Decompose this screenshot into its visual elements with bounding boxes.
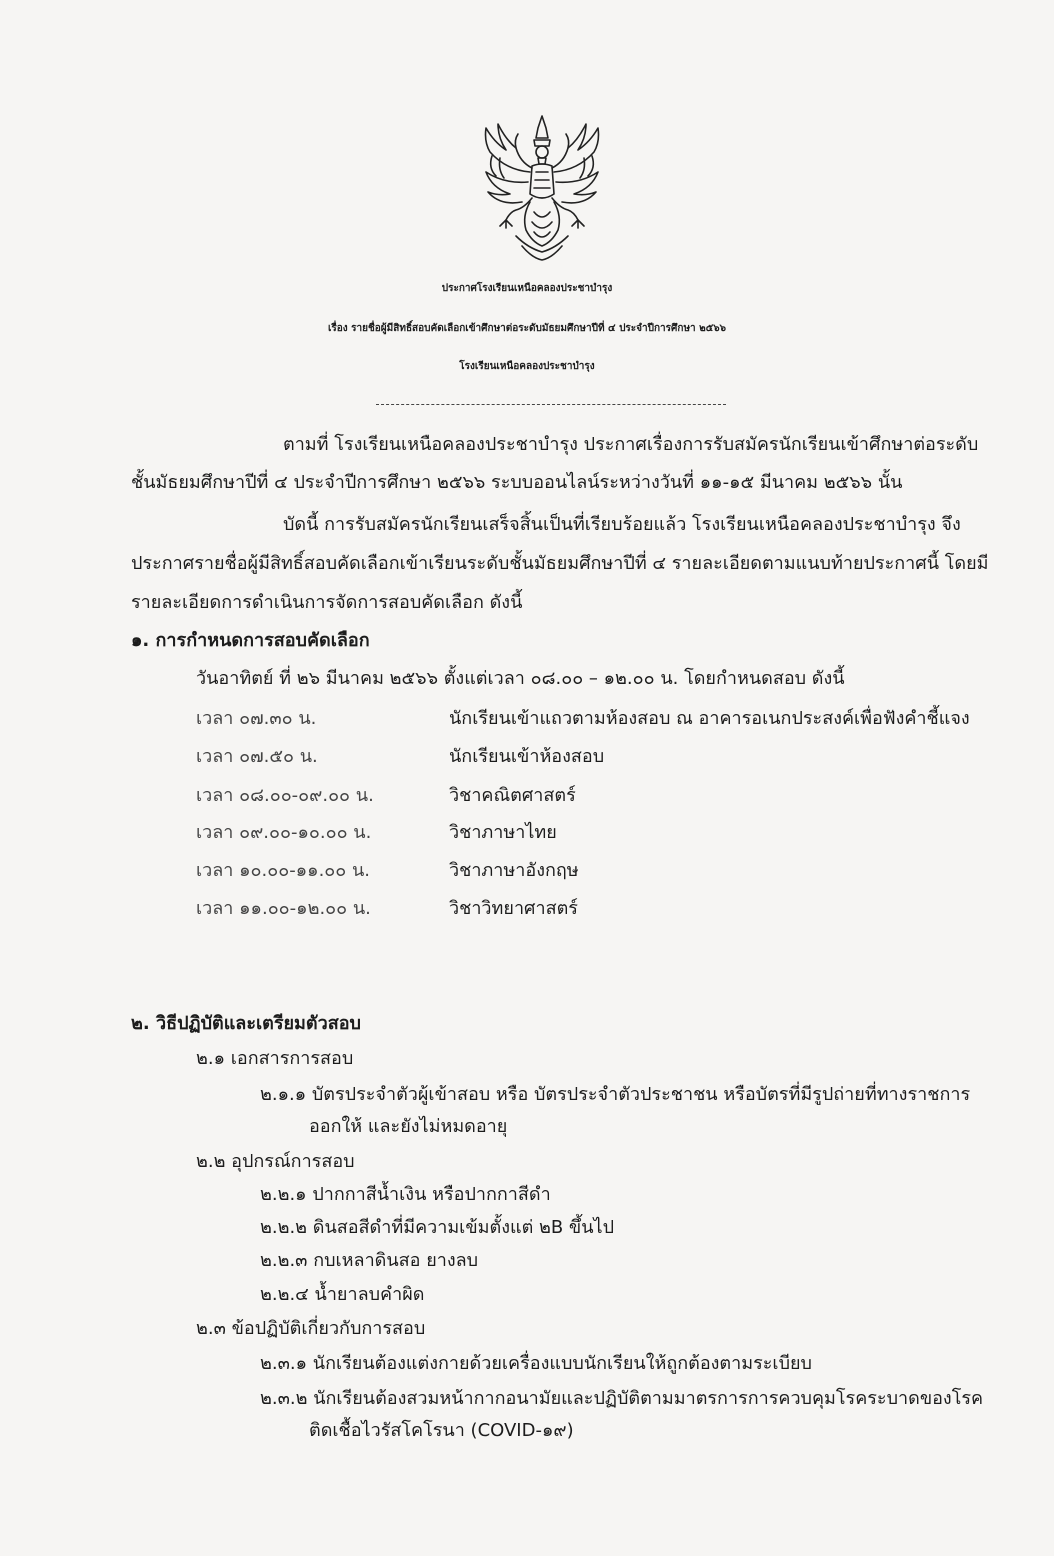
separator-line [376, 404, 726, 405]
schedule-time: เวลา ๐๙.๐๐-๑๐.๐๐ น. [196, 822, 372, 843]
item-2-3-2-line-2: ติดเชื้อไวรัสโคโรนา (COVID-๑๙) [309, 1420, 574, 1441]
item-2-3-1: ๒.๓.๑ นักเรียนต้องแต่งกายด้วยเครื่องแบบนักเรียนให้ถูกต้องตามระเบียบ [260, 1353, 812, 1374]
section-1-heading: ๑. การกำหนดการสอบคัดเลือก [131, 630, 370, 651]
announcement-subject: เรื่อง รายชื่อผู้มีสิทธิ์สอบคัดเลือกเข้าศึกษาต่อระดับมัธยมศึกษาปีที่ ๔ ประจำปีการศึกษา ๒๕๖๖ [328, 323, 726, 334]
schedule-activity: วิชาวิทยาศาสตร์ [449, 898, 578, 919]
schedule-activity: นักเรียนเข้าห้องสอบ [449, 746, 605, 767]
school-name: โรงเรียนเหนือคลองประชาบำรุง [459, 361, 595, 372]
schedule-activity: วิชาภาษาอังกฤษ [449, 860, 579, 881]
schedule-activity: นักเรียนเข้าแถวตามห้องสอบ ณ อาคารอเนกประสงค์เพื่อฟังคำชี้แจง [449, 708, 970, 729]
item-2-3-2-line-1: ๒.๓.๒ นักเรียนต้องสวมหน้ากากอนามัยและปฏิบัติตามมาตรการการควบคุมโรคระบาดของโรค [260, 1388, 984, 1409]
subsection-2-1: ๒.๑ เอกสารการสอบ [196, 1048, 354, 1069]
item-2-2-1: ๒.๒.๑ ปากกาสีน้ำเงิน หรือปากกาสีดำ [260, 1184, 551, 1205]
item-2-2-3: ๒.๒.๓ กบเหลาดินสอ ยางลบ [260, 1250, 479, 1271]
intro-paragraph-1-line-1: ตามที่ โรงเรียนเหนือคลองประชาบำรุง ประกาศเรื่องการรับสมัครนักเรียนเข้าศึกษาต่อระดับ [283, 434, 979, 455]
item-2-2-4: ๒.๒.๔ น้ำยาลบคำผิด [260, 1284, 425, 1305]
subsection-2-3: ๒.๓ ข้อปฏิบัติเกี่ยวกับการสอบ [196, 1318, 426, 1339]
section-2-heading: ๒. วิธีปฏิบัติและเตรียมตัวสอบ [131, 1013, 361, 1034]
intro-paragraph-2-line-1: บัดนี้ การรับสมัครนักเรียนเสร็จสิ้นเป็นที่เรียบร้อยแล้ว โรงเรียนเหนือคลองประชาบำรุง จึง [283, 514, 961, 535]
schedule-time: เวลา ๑๐.๐๐-๑๑.๐๐ น. [196, 860, 371, 881]
schedule-activity: วิชาภาษาไทย [449, 822, 557, 843]
item-2-2-2: ๒.๒.๒ ดินสอสีดำที่มีความเข้มตั้งแต่ ๒B ขึ้นไป [260, 1217, 615, 1238]
schedule-time: เวลา ๐๘.๐๐-๐๙.๐๐ น. [196, 785, 374, 806]
announcement-title: ประกาศโรงเรียนเหนือคลองประชาบำรุง [441, 283, 613, 294]
intro-paragraph-1-line-2: ชั้นมัธยมศึกษาปีที่ ๔ ประจำปีการศึกษา ๒๕๖๖ ระบบออนไลน์ระหว่างวันที่ ๑๑-๑๕ มีนาคม ๒๕๖๖ นั้น [131, 472, 903, 493]
schedule-activity: วิชาคณิตศาสตร์ [449, 785, 576, 806]
garuda-emblem [476, 112, 608, 264]
item-2-1-1-line-2: ออกให้ และยังไม่หมดอายุ [309, 1116, 508, 1137]
exam-date-line: วันอาทิตย์ ที่ ๒๖ มีนาคม ๒๕๖๖ ตั้งแต่เวลา ๐๘.๐๐ – ๑๒.๐๐ น. โดยกำหนดสอบ ดังนี้ [196, 668, 845, 689]
schedule-time: เวลา ๐๗.๕๐ น. [196, 746, 318, 767]
intro-paragraph-2-line-3: รายละเอียดการดำเนินการจัดการสอบคัดเลือก ดังนี้ [131, 592, 523, 613]
schedule-time: เวลา ๐๗.๓๐ น. [196, 708, 317, 729]
schedule-time: เวลา ๑๑.๐๐-๑๒.๐๐ น. [196, 898, 371, 919]
item-2-1-1-line-1: ๒.๑.๑ บัตรประจำตัวผู้เข้าสอบ หรือ บัตรประจำตัวประชาชน หรือบัตรที่มีรูปถ่ายที่ทางราชการ [260, 1084, 971, 1105]
subsection-2-2: ๒.๒ อุปกรณ์การสอบ [196, 1151, 355, 1172]
intro-paragraph-2-line-2: ประกาศรายชื่อผู้มีสิทธิ์สอบคัดเลือกเข้าเรียนระดับชั้นมัธยมศึกษาปีที่ ๔ รายละเอียดตามแนบท้ายประกาศนี้ โดยมี [131, 553, 989, 574]
